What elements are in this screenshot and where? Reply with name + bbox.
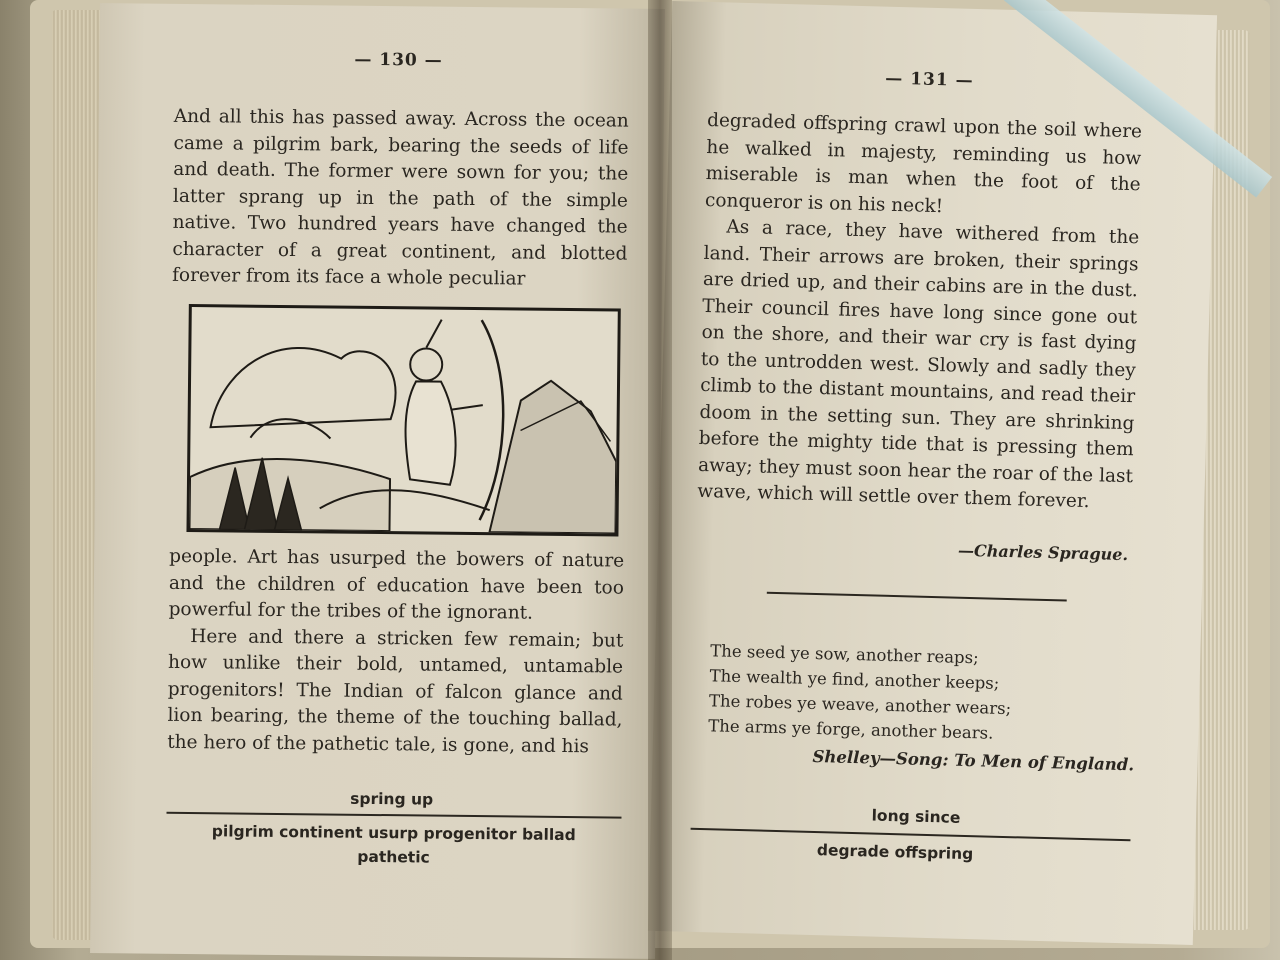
left-paragraph-1 <box>172 104 629 294</box>
poem-line: The arms ye forge, another bears. <box>708 716 994 743</box>
sprague-attribution: —Charles Sprague. <box>957 540 1129 565</box>
right-paragraph-1 <box>697 108 1142 517</box>
poem-line: The robes ye weave, another wears; <box>708 691 1012 719</box>
right-short-divider <box>767 592 1067 601</box>
left-paragraph-continued <box>167 544 624 761</box>
left-paragraph-1-text: And all this has passed away. Across the ocean came a pilgrim bark, bearing the seeds of life and death. The former were sown for you; the latter sprang up in the path of the simple native. Two hundred years have changed the character of a great continent, and blotted forever from its face a whole peculiar <box>172 105 629 290</box>
left-divider <box>167 812 622 819</box>
right-divider <box>691 828 1131 842</box>
right-paragraph-1-text: degraded offspring crawl upon the soil where he walked in majesty, reminding us how miserable is man when the foot of the conqueror is on his neck! <box>704 109 1143 217</box>
book-gutter <box>648 0 672 960</box>
right-vocabulary: degrade offspring <box>816 841 974 864</box>
poem-line: The seed ye sow, another reaps; <box>710 641 979 668</box>
right-paragraph-2-text: As a race, they have withered from the land. Their arrows are broken, their springs are dried up, and their cabins are in the dust. Their council fires have long since gone out on the shore, and their war cry is fast dying to the untrodden west. Slowly and sadly they climb to the distant mountains, and read their doom in the setting sun. They are shrinking before the mighty tide that is pressing them away; they must soon hear the roar of the last wave, which will settle over them forever. <box>697 216 1140 513</box>
left-page <box>90 3 665 959</box>
left-vocabulary: pilgrim continent usurp progenitor ballad <box>211 822 576 845</box>
shelley-attribution: Shelley—Song: To Men of England. <box>812 746 1135 775</box>
right-phrase: long since <box>871 806 961 827</box>
poem-line: The wealth ye find, another keeps; <box>709 666 1000 693</box>
page-number-left: — 130 — <box>354 49 443 71</box>
left-paragraph-continued-text: people. Art has usurped the bowers of nature and the children of education have been too powerful for the tribes of the ignorant. <box>168 545 625 624</box>
left-paragraph-2-text: Here and there a stricken few remain; but how unlike their bold, untamed, untamable progenitors! The Indian of falcon glance and lion bearing, the theme of the touching ballad, the hero of the pathetic tale, is gone, and his <box>167 625 624 757</box>
native-woman-illustration <box>186 304 620 537</box>
right-page <box>648 1 1217 945</box>
illustration-drawing <box>189 307 617 533</box>
page-number-right: — 131 — <box>885 68 974 91</box>
left-vocabulary-2: pathetic <box>357 847 430 867</box>
shelley-poem <box>708 638 1110 748</box>
left-phrase: spring up <box>350 789 434 809</box>
